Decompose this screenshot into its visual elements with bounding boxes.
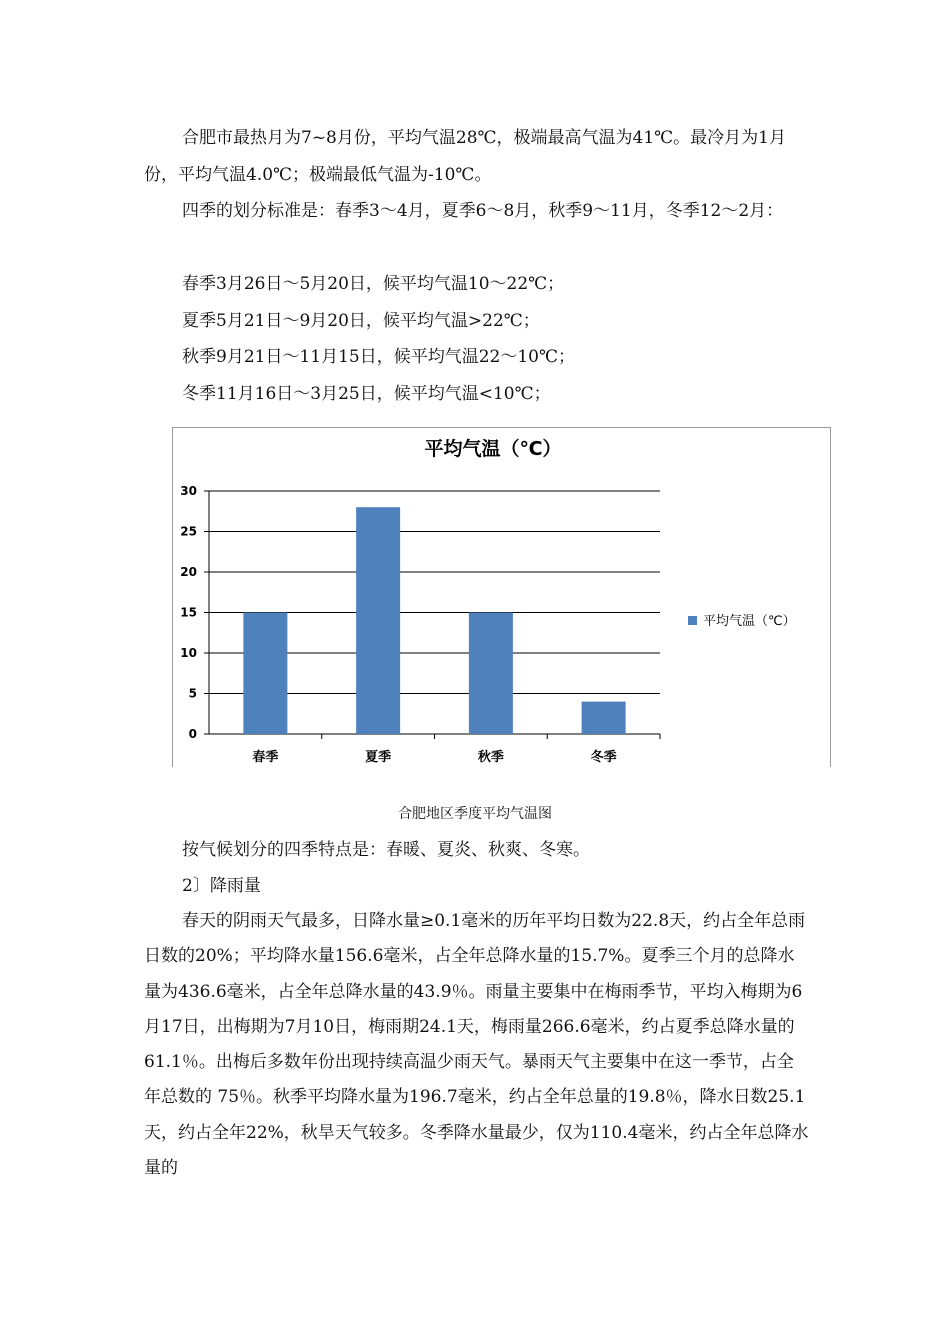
chart-y-axis	[180, 484, 197, 741]
y-tick-label: 5	[188, 686, 197, 701]
y-tick-label: 15	[180, 605, 197, 620]
legend-swatch	[688, 616, 697, 625]
paragraph-season-features: 按气候划分的四季特点是：春暖、夏炎、秋爽、冬寒。	[182, 840, 590, 860]
chart-legend	[688, 614, 796, 629]
chart-title: 平均气温（℃）	[424, 438, 562, 460]
line-winter: 冬季11月16日～3月25日，候平均气温<10℃；	[182, 383, 551, 404]
chart-bars	[243, 507, 625, 734]
legend-label: 平均气温（℃）	[703, 614, 796, 629]
line-spring: 春季3月26日～5月20日，候平均气温10～22℃；	[182, 274, 565, 294]
line-autumn: 秋季9月21日～11月15日，候平均气温22～10℃；	[182, 347, 575, 367]
temperature-chart	[172, 427, 831, 767]
chart-canvas	[173, 428, 830, 768]
paragraph-season-standard: 四季的划分标准是：春季3～4月，夏季6～8月，秋季9～11月，冬季12～2月：	[182, 201, 784, 221]
bar	[582, 702, 626, 734]
y-tick-label: 20	[180, 565, 197, 579]
chart-caption: 合肥地区季度平均气温图	[398, 806, 552, 822]
x-tick-label: 夏季	[365, 750, 392, 765]
y-tick-label: 25	[180, 524, 197, 539]
y-tick-label: 10	[180, 646, 197, 660]
y-tick-label: 30	[180, 484, 197, 498]
x-tick-label: 冬季	[590, 750, 617, 765]
paragraph-rainfall: 春天的阴雨天气最多，日降水量≥0.1毫米的历年平均日数为22.8天，约占全年总雨日数的20%；平均降水量156.6毫米，占全年总降水量的15.7%。夏季三个月的总降水量为436.6毫米，占全年总降水量的43.9％。雨量主要集中在梅雨季节，平均入梅期为6月17日，出梅期为7月10日，梅雨期24.1天，梅雨量266.6毫米，约占夏季总降水量的61.1％。出梅后多数年份出现持续高温少雨天气。暴雨天气主要集中在这一季节，占全年总数的 75％。秋季平均降水量为196.7毫米，约占全年总量的19.8％，降水日数25.1天，约占全年22%，秋旱天气较多。冬季降水量最少，仅为110.4毫米，约占全年总降水量的	[144, 911, 809, 1179]
section-heading-rainfall: 2〕降雨量	[182, 876, 261, 896]
bar	[243, 613, 287, 735]
paragraph-climate-extremes: 合肥市最热月为7~8月份，平均气温28℃，极端最高气温为41℃。最冷月为1月份，平均气温4.0℃；极端最低气温为-10℃。	[144, 128, 786, 185]
y-tick-label: 0	[188, 727, 197, 741]
chart-x-axis	[252, 734, 660, 765]
bar	[469, 613, 513, 735]
x-tick-label: 秋季	[477, 750, 504, 765]
bar	[356, 507, 400, 734]
line-summer: 夏季5月21日～9月20日，候平均气温>22℃；	[182, 310, 540, 331]
x-tick-label: 春季	[252, 750, 279, 765]
